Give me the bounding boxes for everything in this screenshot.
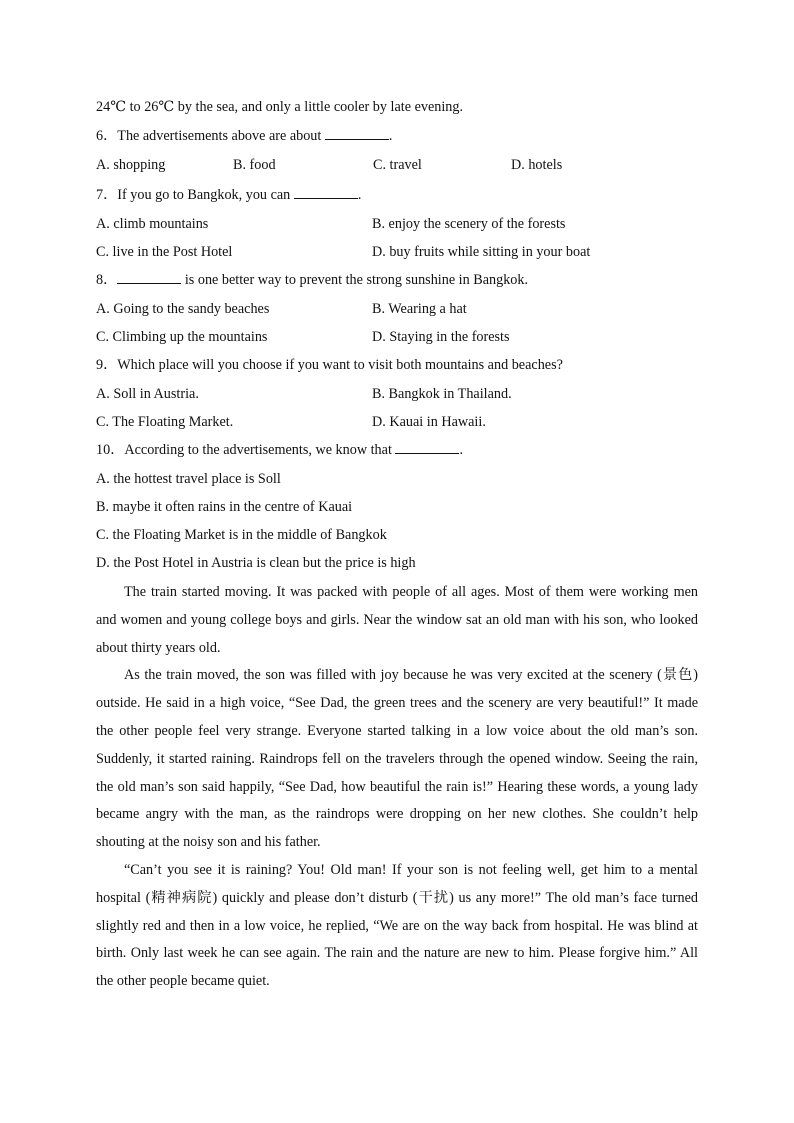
option-a: A. climb mountains	[96, 216, 209, 232]
question-7: 7．If you go to Bangkok, you can .	[96, 187, 362, 203]
question-8: 8． is one better way to prevent the strong sunshine in Bangkok.	[96, 272, 529, 288]
question-9-options-row-1	[96, 382, 698, 410]
question-7-prompt: 7．If you go to Bangkok, you can	[96, 187, 294, 203]
option-d: D. hotels	[511, 157, 563, 173]
passage-paragraph-1: The train started moving. It was packed with people of all ages. Most of them were working men and women and young college boys and girls. Near the window sat an old man with his son, who looked about thirty years old.	[96, 584, 698, 656]
option-b: B. food	[233, 157, 276, 173]
option-a: A. Going to the sandy beaches	[96, 301, 270, 317]
question-8-prompt: 8．	[96, 272, 118, 288]
question-10-prompt: 10．According to the advertisements, we know that	[96, 442, 396, 458]
option-c: C. live in the Post Hotel	[96, 244, 233, 260]
question-10: 10．According to the advertisements, we know that .	[96, 442, 463, 458]
option-a: A. Soll in Austria.	[96, 386, 199, 402]
question-6-options	[96, 153, 698, 183]
option-c: C. travel	[373, 157, 422, 173]
question-6-prompt: 6．The advertisements above are about	[96, 128, 325, 144]
answer-blank	[325, 127, 389, 140]
passage-paragraph-2: As the train moved, the son was filled with joy because he was very excited at the scenery (景色) outside. He said in a high voice, “See Dad, the green trees and the scenery are very beautiful!” It made the other people feel very strange. Everyone started talking in a low voice about the old man’s son. Suddenly, it started raining. Raindrops fell on the travelers through the opened window. Seeing the rain, the old man’s son said happily, “See Dad, how beautiful the rain is!” Hearing these words, a young lady became angry with the man, as the raindrops were dropping on her new clothes. She couldn’t help shouting at the noisy son and his father.	[96, 667, 698, 851]
option-a: A. the hottest travel place is Soll	[96, 471, 281, 487]
option-d: D. Staying in the forests	[372, 329, 510, 345]
intro-line: 24℃ to 26℃ by the sea, and only a little cooler by late evening.	[96, 99, 464, 115]
option-d: D. Kauai in Hawaii.	[372, 414, 486, 430]
option-d: D. the Post Hotel in Austria is clean but the price is high	[96, 555, 416, 571]
content-area	[96, 95, 698, 996]
option-b: B. enjoy the scenery of the forests	[372, 216, 566, 232]
option-a: A. shopping	[96, 157, 166, 173]
answer-blank	[395, 441, 459, 454]
option-c: C. the Floating Market is in the middle of Bangkok	[96, 527, 387, 543]
option-b: B. Bangkok in Thailand.	[372, 386, 512, 402]
option-b: B. maybe it often rains in the centre of Kauai	[96, 499, 353, 515]
option-c: C. The Floating Market.	[96, 414, 234, 430]
question-8-options-row-2	[96, 325, 698, 353]
question-9: 9．Which place will you choose if you want to visit both mountains and beaches?	[96, 357, 563, 373]
question-7-options-row-2	[96, 240, 698, 268]
answer-blank	[117, 271, 181, 284]
option-c: C. Climbing up the mountains	[96, 329, 268, 345]
passage-paragraph-3: “Can’t you see it is raining? You! Old man! If your son is not feeling well, get him to a mental hospital (精神病院) quickly and please don’t disturb (干扰) us any more!” The old man’s face turned slightly red and then in a low voice, he replied, “We are on the way back from hospital. He was blind at birth. Only last week he can see again. The rain and the nature are new to him. Please forgive him.” All the other people became quiet.	[96, 861, 698, 990]
answer-blank	[294, 186, 358, 199]
question-7-options-row-1	[96, 212, 698, 240]
question-6: 6．The advertisements above are about .	[96, 128, 393, 144]
option-d: D. buy fruits while sitting in your boat	[372, 244, 591, 260]
question-8-options-row-1	[96, 297, 698, 325]
option-b: B. Wearing a hat	[372, 301, 467, 317]
question-9-options-row-2	[96, 410, 698, 438]
